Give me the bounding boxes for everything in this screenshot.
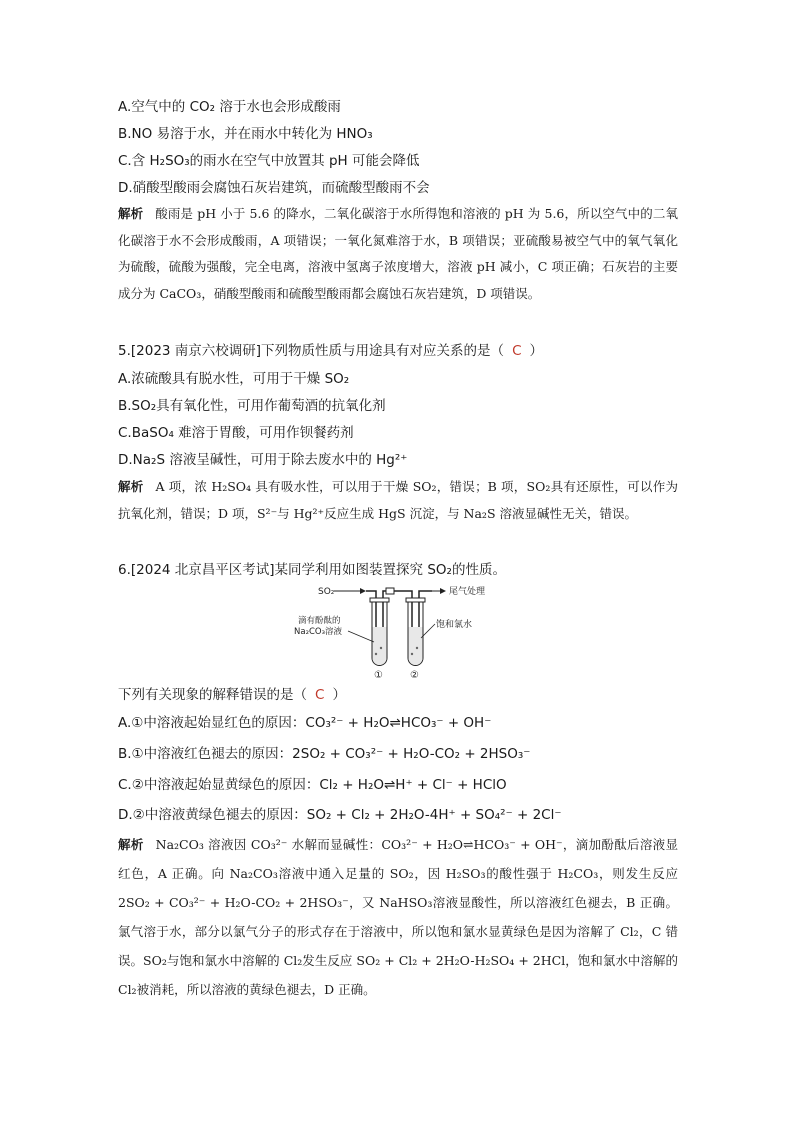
fig-right-label: 饱和氯水 <box>436 620 473 630</box>
q6-explanation <box>118 830 678 1004</box>
q5-option-b: B.SO₂具有氧化性，可用作葡萄酒的抗氧化剂 <box>118 398 386 414</box>
q6-option-b: B.①中溶液红色褪去的原因：2SO₂ + CO₃²⁻ + H₂O-CO₂ + 2HSO₃⁻ <box>118 746 531 762</box>
q4-option-c: C.含 H₂SO₃的雨水在空气中放置其 pH 可能会降低 <box>118 153 420 169</box>
fig-left-label-line2: Na₂CO₃溶液 <box>294 627 343 637</box>
tube2-stopper <box>406 598 425 602</box>
left-label-leader <box>348 631 374 642</box>
explanation-label: 解析 <box>118 479 144 494</box>
fig-gas-in-label: SO₂ <box>318 587 335 597</box>
q6-option-a: A.①中溶液起始显红色的原因：CO₃²⁻ + H₂O⇌HCO₃⁻ + OH⁻ <box>118 715 492 731</box>
q5-explanation <box>118 474 678 527</box>
q6-stem: 6.[2024 北京昌平区考试]某同学利用如图装置探究 SO₂的性质。 <box>118 562 506 578</box>
rubber-joint <box>386 588 394 594</box>
q6-question <box>118 686 346 704</box>
q4-option-b: B.NO 易溶于水，并在雨水中转化为 HNO₃ <box>118 126 373 142</box>
q5-answer: C <box>512 343 522 359</box>
q6-question-end: ） <box>332 687 346 703</box>
apparatus-figure <box>290 582 490 682</box>
q4-explanation-text: 酸雨是 pH 小于 5.6 的降水，二氧化碳溶于水所得饱和溶液的 pH 为 5.6，所以空气中的二氧化碳溶于水不会形成酸雨，A 项错误；一氧化氮难溶于水，B 项错误；亚硫酸易被空气中的氧气氧化为硫酸，硫酸为强酸，完全电离，溶液中氢离子浓度增大，溶液 pH 减小，C 项正确；石灰岩的主要成分为 CaCO₃，硝酸型酸雨和硫酸型酸雨都会腐蚀石灰岩建筑，D 项错误。 <box>118 206 678 301</box>
q4-explanation <box>118 201 678 307</box>
fig-tube2-number: ② <box>410 670 419 681</box>
inlet-arrow-icon <box>360 588 366 594</box>
tube1-liquid <box>373 627 387 665</box>
fig-left-label-line1: 滴有酚酞的 <box>298 616 341 626</box>
q4-option-a: A.空气中的 CO₂ 溶于水也会形成酸雨 <box>118 99 341 115</box>
bubble <box>411 653 413 655</box>
q4-option-d: D.硝酸型酸雨会腐蚀石灰岩建筑，而硫酸型酸雨不会 <box>118 180 430 196</box>
bubble <box>416 647 418 649</box>
fig-gas-out-label: 尾气处理 <box>449 587 486 597</box>
fig-tube1-number: ① <box>374 670 383 681</box>
outlet-arrow-icon <box>440 588 446 594</box>
q6-option-c: C.②中溶液起始显黄绿色的原因：Cl₂ + H₂O⇌H⁺ + Cl⁻ + HClO <box>118 777 507 793</box>
q6-explanation-text: Na₂CO₃ 溶液因 CO₃²⁻ 水解而显碱性：CO₃²⁻ + H₂O⇌HCO₃⁻ + OH⁻，滴加酚酞后溶液显红色，A 正确。向 Na₂CO₃溶液中通入足量的 SO₂，因 H₂SO₃的酸性强于 H₂CO₃，则发生反应 2SO₂ + CO₃²⁻ + H₂O-CO₂ + 2HSO₃⁻，又 NaHSO₃溶液显酸性，所以溶液红色褪去，B 正确。氯气溶于水，部分以氯气分子的形式存在于溶液中，所以饱和氯水显黄绿色是因为溶解了 Cl₂，C 错误。SO₂与饱和氯水中溶解的 Cl₂发生反应 SO₂ + Cl₂ + 2H₂O-H₂SO₄ + 2HCl，饱和氯水中溶解的 Cl₂被消耗，所以溶液的黄绿色褪去，D 正确。 <box>118 837 678 997</box>
explanation-label: 解析 <box>118 206 144 221</box>
tube1-stopper <box>370 598 389 602</box>
tube2-liquid <box>409 627 423 665</box>
q6-question-text: 下列有关现象的解释错误的是（ <box>118 687 307 703</box>
bubble <box>380 647 382 649</box>
q5-option-c: C.BaSO₄ 难溶于胃酸，可用作钡餐药剂 <box>118 425 354 441</box>
q5-stem <box>118 342 543 360</box>
q6-answer: C <box>315 687 325 703</box>
explanation-label: 解析 <box>118 837 144 852</box>
q5-explanation-text: A 项，浓 H₂SO₄ 具有吸水性，可以用于干燥 SO₂，错误；B 项，SO₂具有还原性，可以作为抗氧化剂，错误；D 项，S²⁻与 Hg²⁺反应生成 HgS 沉淀，与 Na₂S 溶液显碱性无关，错误。 <box>118 479 678 521</box>
q5-stem-end: ） <box>529 343 543 359</box>
bubble <box>375 653 377 655</box>
q5-option-a: A.浓硫酸具有脱水性，可用于干燥 SO₂ <box>118 371 350 387</box>
q5-stem-text: 5.[2023 南京六校调研]下列物质性质与用途具有对应关系的是（ <box>118 343 505 359</box>
q6-option-d: D.②中溶液黄绿色褪去的原因：SO₂ + Cl₂ + 2H₂O-4H⁺ + SO₄²⁻ + 2Cl⁻ <box>118 807 562 823</box>
q5-option-d: D.Na₂S 溶液呈碱性，可用于除去废水中的 Hg²⁺ <box>118 452 408 468</box>
